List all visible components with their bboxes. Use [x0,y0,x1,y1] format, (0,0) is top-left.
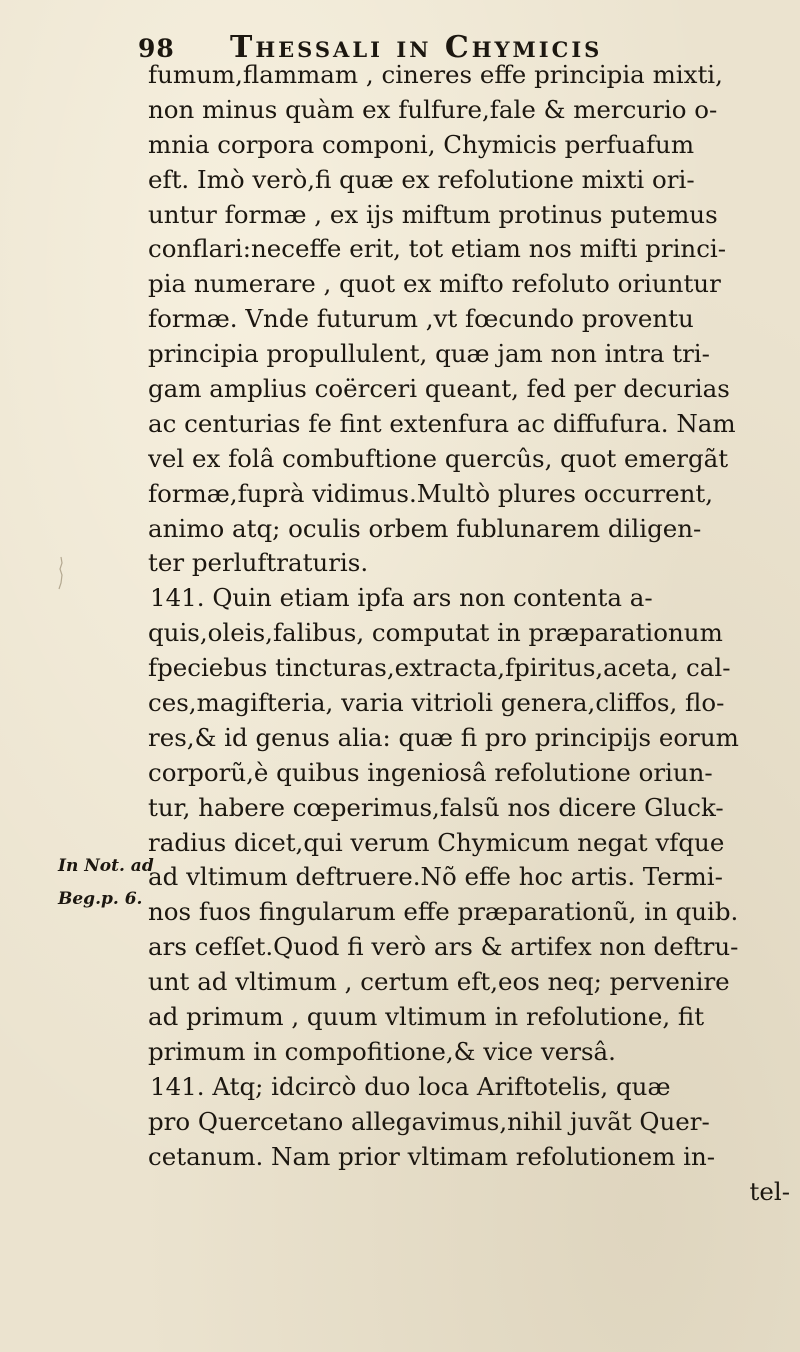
running-head: Thessali in Chymicis [230,30,603,65]
text-line: non minus quàm ex fulfure,fale & mercurio o- [148,94,718,124]
text-line: ad vltimum deftruere.Nõ effe hoc artis. Termi- [148,862,723,892]
text-line: ad primum , quum vltimum in refolutione, fit [148,1002,705,1032]
margin-note: Beg.p. 6. [58,889,143,909]
text-line: fpeciebus tincturas,extracta,fpiritus,aceta, cal- [148,653,731,683]
text-line: mnia corpora componi, Chymicis perfuafum [148,129,695,159]
text-line: eft. Imò verò,fi quæ ex refolutione mixti ori- [148,164,695,194]
text-line: formæ,fuprà vidimus.Multò plures occurrent, [148,478,714,508]
text-line: ac centurias fe fint extenfura ac diffufura. Nam [148,408,736,438]
body-text [148,58,798,1209]
text-line: nos fuos fingularum effe præparationũ, in quib. [148,897,739,927]
text-line: corporũ,è quibus ingeniosâ refolutione oriun- [148,757,713,787]
text-line: ter perluftraturis. [148,548,369,578]
text-line: animo atq; oculis orbem fublunarem diligen- [148,513,702,543]
text-line: pro Quercetano allegavimus,nihil juvãt Quer- [148,1106,710,1136]
text-line: principia propullulent, quæ jam non intra tri- [148,339,710,369]
ink-speck-mark [56,555,66,591]
text-line: fumum,flammam , cineres effe principia mixti, [148,60,723,89]
text-line: unt ad vltimum , certum eft,eos neq; pervenire [148,967,730,997]
paragraph-start-line: 141. Atq; idcircò duo loca Ariftotelis, quæ [150,1071,671,1101]
text-line: ars cefſet.Quod fi verò ars & artifex non deftru- [148,932,739,962]
text-line: pia numerare , quot ex mifto refoluto oriuntur [148,269,721,299]
text-line: primum in compofitione,& vice versâ. [148,1036,616,1066]
catchword: tel- [749,1176,790,1206]
text-line: gam amplius coërceri queant, fed per decurias [148,374,730,404]
margin-note: In Not. ad [58,856,154,876]
page-number: 98 [138,34,175,63]
text-line: cetanum. Nam prior vltimam refolutionem in- [148,1141,716,1171]
text-line: res,& id genus alia: quæ fi pro principijs eorum [148,722,739,752]
text-line: untur formæ , ex ijs miftum protinus putemus [148,199,718,229]
text-line: tur, habere cœperimus,falsũ nos dicere Gluck- [148,792,724,822]
text-line: conflari:neceffe erit, tot etiam nos mifti princi- [148,234,727,264]
text-line: quis,oleis,falibus, computat in præparationum [148,618,723,648]
text-line: formæ. Vnde futurum ,vt fœcundo proventu [148,304,694,334]
text-line: radius dicet,qui verum Chymicum negat vfque [148,827,725,857]
text-line: vel ex folâ combuftione quercûs, quot emergãt [148,443,729,473]
paragraph-start-line: 141. Quin etiam ipfa ars non contenta a- [150,583,653,613]
text-line: ces,magifteria, varia vitrioli genera,cliffos, flo- [148,688,725,718]
